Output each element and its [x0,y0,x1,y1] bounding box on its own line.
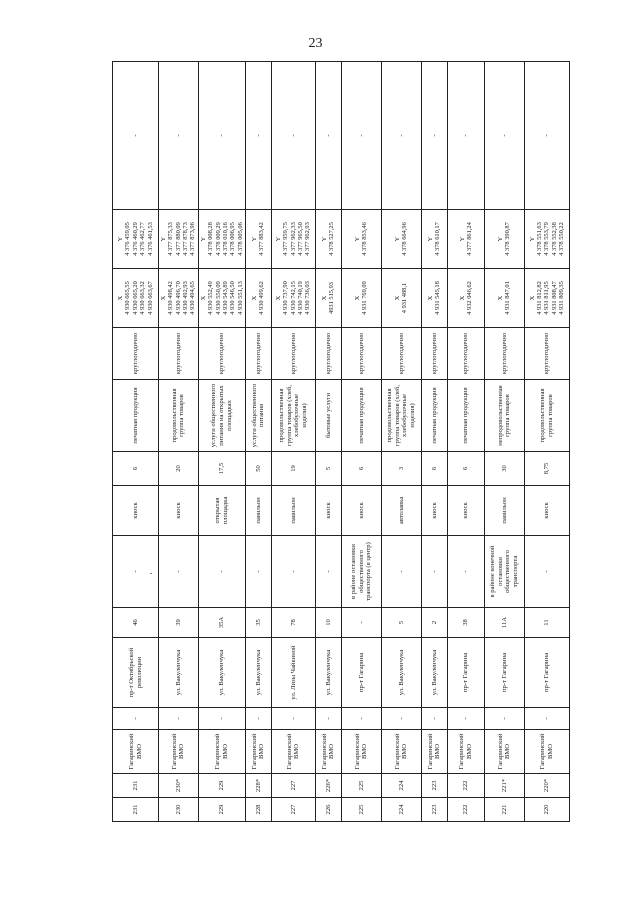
object-type-cell: павильон [245,486,271,536]
note-cell: - [113,62,159,210]
blank-cell: - [524,708,569,730]
specialization-cell: услуги общественного питания [245,380,271,452]
period-cell: круглогодично [315,328,341,380]
y-coordinates-cell: Y 4 377 861,24 [447,210,484,269]
blank-cell: - [198,708,245,730]
street-cell: пр-т Октябрьской революции [113,638,159,708]
district-cell: Гагаринский ВМО [245,730,271,774]
table-row [159,62,199,822]
note-cell: - [245,62,271,210]
row-number-cell: 231 [113,798,159,822]
note-cell: - [381,62,421,210]
period-cell: круглогодично [421,328,447,380]
table-row [198,62,245,822]
landmark-cell: - [315,536,341,608]
landmark-cell: - [159,536,199,608]
code-cell: 223 [421,774,447,798]
street-cell: пр-т Гагарина [524,638,569,708]
landmark-cell: - [245,536,271,608]
landmark-cell: - [271,536,315,608]
period-cell: круглогодично [447,328,484,380]
y-coordinates-cell: Y 4 378 527,25 [315,210,341,269]
street-cell: ул. Вакуленчука [315,638,341,708]
house-cell: - [341,608,381,638]
y-coordinates-cell: Y 4 378 390,87 [484,210,524,269]
x-coordinates-cell: X 4 931 488,1 [381,269,421,328]
blank-cell: - [341,708,381,730]
table-row [271,62,315,822]
period-cell: круглогодично [113,328,159,380]
specialization-cell: продовольственная группа товаров (хлеб, хлебобулочные изделия) [271,380,315,452]
house-cell: 39 [159,608,199,638]
street-cell: ул. Вакуленчука [159,638,199,708]
district-cell: Гагаринский ВМО [341,730,381,774]
table-row [447,62,484,822]
blank-cell: - [484,708,524,730]
table-row [113,62,159,822]
specialization-cell: услуги общественного питания на открытых площадках [198,380,245,452]
area-cell: 50 [245,452,271,486]
house-cell: 38 [447,608,484,638]
y-coordinates-cell: Y 4 378 551,63 4 378 553,79 4 378 552,38 4 378 550,22 [524,210,569,269]
x-coordinates-cell: X 4 930 499,62 [245,269,271,328]
x-coordinates-cell: X 4 931 545,18 [421,269,447,328]
row-number-cell: 230 [159,798,199,822]
landmark-cell: в районе остановки общественного транспорта (в центр) [341,536,381,608]
row-number-cell: 226 [315,798,341,822]
area-cell: 6 [421,452,447,486]
area-cell: 5 [315,452,341,486]
blank-cell: - [159,708,199,730]
code-cell: 224 [381,774,421,798]
blank-cell: - [113,708,159,730]
page-number: 23 [308,36,323,51]
street-cell: пр-т Гагарина [484,638,524,708]
x-coordinates-cell: X 4 930 552,49 4 930 550,09 4 930 543,89 4 930 546,50 4 930 551,13 [198,269,245,328]
object-type-cell: киоск [159,486,199,536]
note-cell: - [447,62,484,210]
note-cell: - [421,62,447,210]
code-cell: 221* [484,774,524,798]
period-cell: круглогодично [271,328,315,380]
kiosk-placement-table [112,61,570,822]
landmark-cell: - [381,536,421,608]
street-cell: ул. Лизы Чайкиной [271,638,315,708]
object-type-cell: павильон [271,486,315,536]
object-type-cell: киоск [421,486,447,536]
house-cell: 5 [381,608,421,638]
code-cell: 229 [198,774,245,798]
district-cell: Гагаринский ВМО [198,730,245,774]
x-coordinates-cell: X 4931 515,93 [315,269,341,328]
table-row [484,62,524,822]
row-number-cell: 221 [484,798,524,822]
period-cell: круглогодично [159,328,199,380]
street-cell: ул. Вакуленчука [381,638,421,708]
object-type-cell: киоск [341,486,381,536]
house-cell: 2 [421,608,447,638]
house-cell: 35А [198,608,245,638]
landmark-cell: - [198,536,245,608]
district-cell: Гагаринский ВМО [524,730,569,774]
y-coordinates-cell: Y 4 378 853,46 [341,210,381,269]
row-number-cell: 225 [341,798,381,822]
area-cell: 6 [113,452,159,486]
x-coordinates-cell: X 4 930 498,42 4 930 496,70 4 930 492,93 4 930 494,65 [159,269,199,328]
landmark-cell: в районе конечной остановки общественного транспорта [484,536,524,608]
y-coordinates-cell: Y 4 376 459,05 4 376 460,29 4 376 462,77 4 376 461,53 [113,210,159,269]
period-cell: круглогодично [341,328,381,380]
x-coordinates-cell: X 4 932 046,62 [447,269,484,328]
note-cell: - [271,62,315,210]
house-cell: 78 [271,608,315,638]
blank-cell: - [447,708,484,730]
landmark-cell: - [113,536,159,608]
row-number-cell: 224 [381,798,421,822]
street-cell: пр-т Гагарина [341,638,381,708]
table-row [341,62,381,822]
note-cell: - [524,62,569,210]
table-row [315,62,341,822]
period-cell: круглогодично [381,328,421,380]
table-row [524,62,569,822]
specialization-cell: печатная продукция [113,380,159,452]
period-cell: круглогодично [245,328,271,380]
scan-speck [150,573,152,574]
area-cell: 6 [447,452,484,486]
district-cell: Гагаринский ВМО [271,730,315,774]
row-number-cell: 229 [198,798,245,822]
x-coordinates-cell: X 4 930 737,90 4 930 742,15 4 930 740,19 4 930 736,03 [271,269,315,328]
y-coordinates-cell: Y 4 378 008,28 4 378 009,29 4 378 010,16 4 378 006,95 4 378 005,06 [198,210,245,269]
specialization-cell: продовольственная группа товаров (хлеб, хлебобулочные изделия) [381,380,421,452]
specialization-cell: продовольственная группа товаров [159,380,199,452]
x-coordinates-cell: X 4 931 812,82 4 931 811,95 4 931 808,47 4 931 809,35 [524,269,569,328]
landmark-cell: - [421,536,447,608]
district-cell: Гагаринский ВМО [381,730,421,774]
object-type-cell: киоск [113,486,159,536]
x-coordinates-cell: X 4 931 847,01 [484,269,524,328]
area-cell: 8,75 [524,452,569,486]
y-coordinates-cell: Y 4 377 875,33 4 377 880,09 4 377 878,73 4 377 873,96 [159,210,199,269]
object-type-cell: автолавка [381,486,421,536]
street-cell: ул. Вакуленчука [245,638,271,708]
area-cell: 17,5 [198,452,245,486]
district-cell: Гагаринский ВМО [315,730,341,774]
house-cell: 46 [113,608,159,638]
object-type-cell: павильон [484,486,524,536]
period-cell: круглогодично [484,328,524,380]
y-coordinates-cell: Y 4 377 959,75 4 377 962,33 4 377 965,50 4 377 962,93 [271,210,315,269]
specialization-cell: непродовольственная группа товаров [484,380,524,452]
district-cell: Гагаринский ВМО [484,730,524,774]
code-cell: 220* [524,774,569,798]
period-cell: круглогодично [524,328,569,380]
specialization-cell: печатная продукция [421,380,447,452]
specialization-cell: бытовые услуги [315,380,341,452]
code-cell: 222 [447,774,484,798]
blank-cell: - [315,708,341,730]
code-cell: 225 [341,774,381,798]
street-cell: ул. Вакуленчука [421,638,447,708]
area-cell: 30 [484,452,524,486]
blank-cell: - [271,708,315,730]
row-number-cell: 228 [245,798,271,822]
specialization-cell: печатная продукция [341,380,381,452]
code-cell: 231 [113,774,159,798]
y-coordinates-cell: Y 4 378 664,96 [381,210,421,269]
landmark-cell: - [447,536,484,608]
y-coordinates-cell: Y 4 378 610,17 [421,210,447,269]
street-cell: пр-т Гагарина [447,638,484,708]
code-cell: 228* [245,774,271,798]
note-cell: - [198,62,245,210]
table-row [245,62,271,822]
x-coordinates-cell: X 4 931 769,09 [341,269,381,328]
area-cell: 6 [341,452,381,486]
note-cell: - [315,62,341,210]
table-row [381,62,421,822]
area-cell: 3 [381,452,421,486]
landmark-cell: - [524,536,569,608]
specialization-cell: печатная продукция [447,380,484,452]
rotated-table-wrapper [112,62,564,822]
note-cell: - [484,62,524,210]
code-cell: 227 [271,774,315,798]
house-cell: 35 [245,608,271,638]
district-cell: Гагаринский ВМО [113,730,159,774]
row-number-cell: 220 [524,798,569,822]
object-type-cell: киоск [447,486,484,536]
code-cell: 230* [159,774,199,798]
house-cell: 11А [484,608,524,638]
street-cell: ул. Вакуленчука [198,638,245,708]
district-cell: Гагаринский ВМО [159,730,199,774]
blank-cell: - [421,708,447,730]
row-number-cell: 222 [447,798,484,822]
object-type-cell: киоск [524,486,569,536]
district-cell: Гагаринский ВМО [421,730,447,774]
note-cell: - [159,62,199,210]
y-coordinates-cell: Y 4 377 883,42 [245,210,271,269]
object-type-cell: открытая площадка [198,486,245,536]
district-cell: Гагаринский ВМО [447,730,484,774]
area-cell: 19 [271,452,315,486]
blank-cell: - [381,708,421,730]
blank-cell: - [245,708,271,730]
row-number-cell: 223 [421,798,447,822]
house-cell: 11 [524,608,569,638]
x-coordinates-cell: X 4 930 665,55 4 930 665,20 4 930 663,32 4 930 663,67 [113,269,159,328]
code-cell: 226* [315,774,341,798]
note-cell: - [341,62,381,210]
table-row [421,62,447,822]
area-cell: 20 [159,452,199,486]
period-cell: круглогодично [198,328,245,380]
object-type-cell: киоск [315,486,341,536]
specialization-cell: продовольственная группа товаров [524,380,569,452]
row-number-cell: 227 [271,798,315,822]
house-cell: 10 [315,608,341,638]
